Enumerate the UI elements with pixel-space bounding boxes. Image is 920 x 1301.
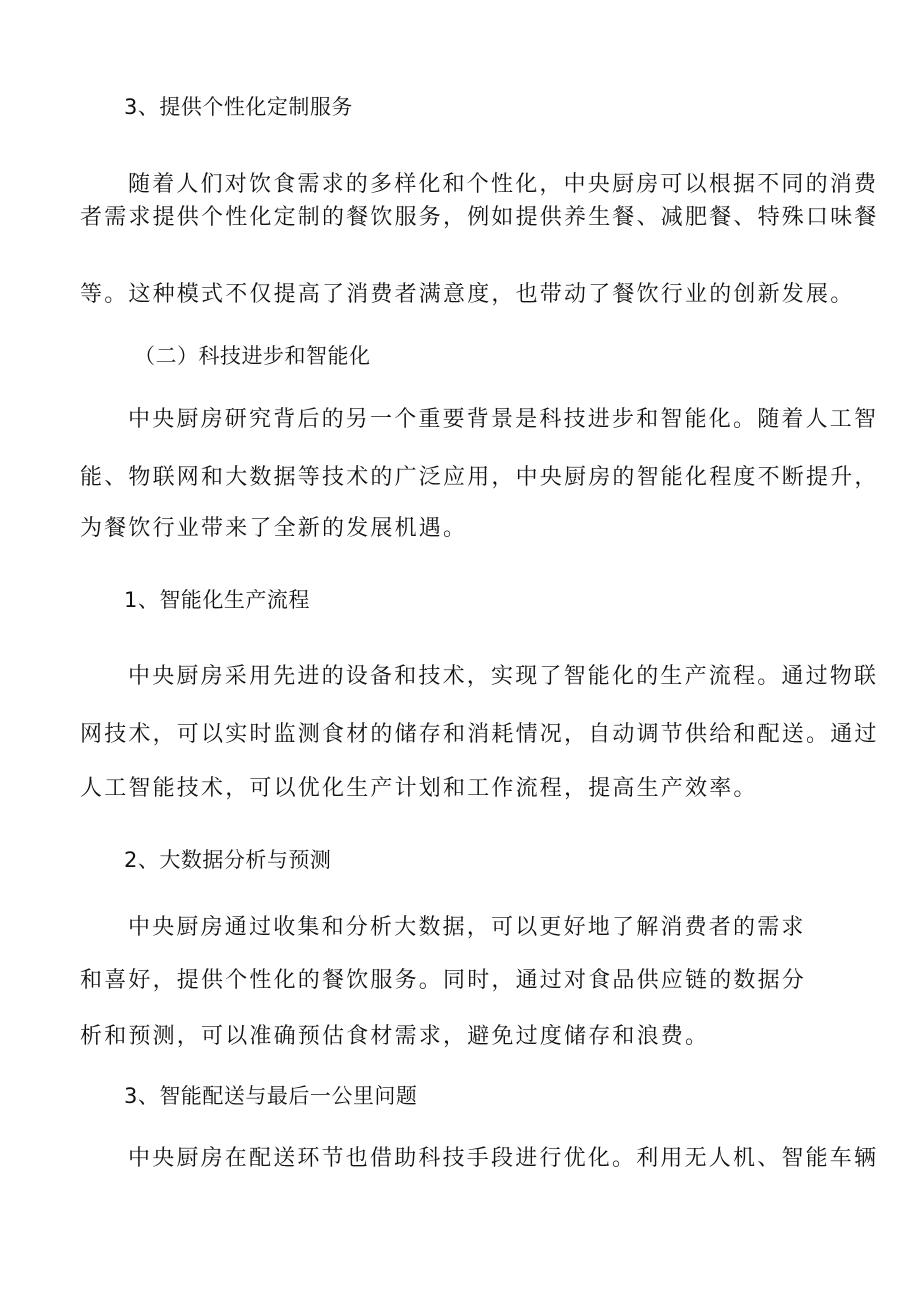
paragraph-line: 中央厨房研究背后的另一个重要背景是科技进步和智能化。随着人工智 [128,407,879,432]
paragraph-line: 能、物联网和大数据等技术的广泛应用，中央厨房的智能化程度不断提升， [80,465,879,490]
paragraph-line: 中央厨房通过收集和分析大数据，可以更好地了解消费者的需求 [128,915,806,940]
paragraph-line: 析和预测，可以准确预估食材需求，避免过度储存和浪费。 [80,1024,710,1049]
paragraph-line: 随着人们对饮食需求的多样化和个性化，中央厨房可以根据不同的消费 [128,172,879,197]
part-heading-technology: （二）科技进步和智能化 [134,344,371,368]
paragraph-line: 中央厨房在配送环节也借助科技手段进行优化。利用无人机、智能车辆 [128,1146,879,1171]
subsection-heading-smart-delivery: 3、智能配送与最后一公里问题 [124,1084,418,1108]
paragraph-line: 者需求提供个性化定制的餐饮服务，例如提供养生餐、减肥餐、特殊口味餐 [80,205,879,230]
paragraph-line: 为餐饮行业带来了全新的发展机遇。 [80,516,468,541]
section-heading-personalized-service: 3、提供个性化定制服务 [124,95,353,119]
subsection-heading-smart-production: 1、智能化生产流程 [124,588,310,612]
paragraph-line: 中央厨房采用先进的设备和技术，实现了智能化的生产流程。通过物联 [128,664,879,689]
paragraph-line: 人工智能技术，可以优化生产计划和工作流程，提高生产效率。 [80,776,758,801]
paragraph-line: 和喜好，提供个性化的餐饮服务。同时，通过对食品供应链的数据分 [80,968,807,993]
paragraph-line: 等。这种模式不仅提高了消费者满意度，也带动了餐饮行业的创新发展。 [80,282,855,307]
subsection-heading-big-data: 2、大数据分析与预测 [124,848,332,872]
paragraph-line: 网技术，可以实时监测食材的储存和消耗情况，自动调节供给和配送。通过 [80,722,879,747]
